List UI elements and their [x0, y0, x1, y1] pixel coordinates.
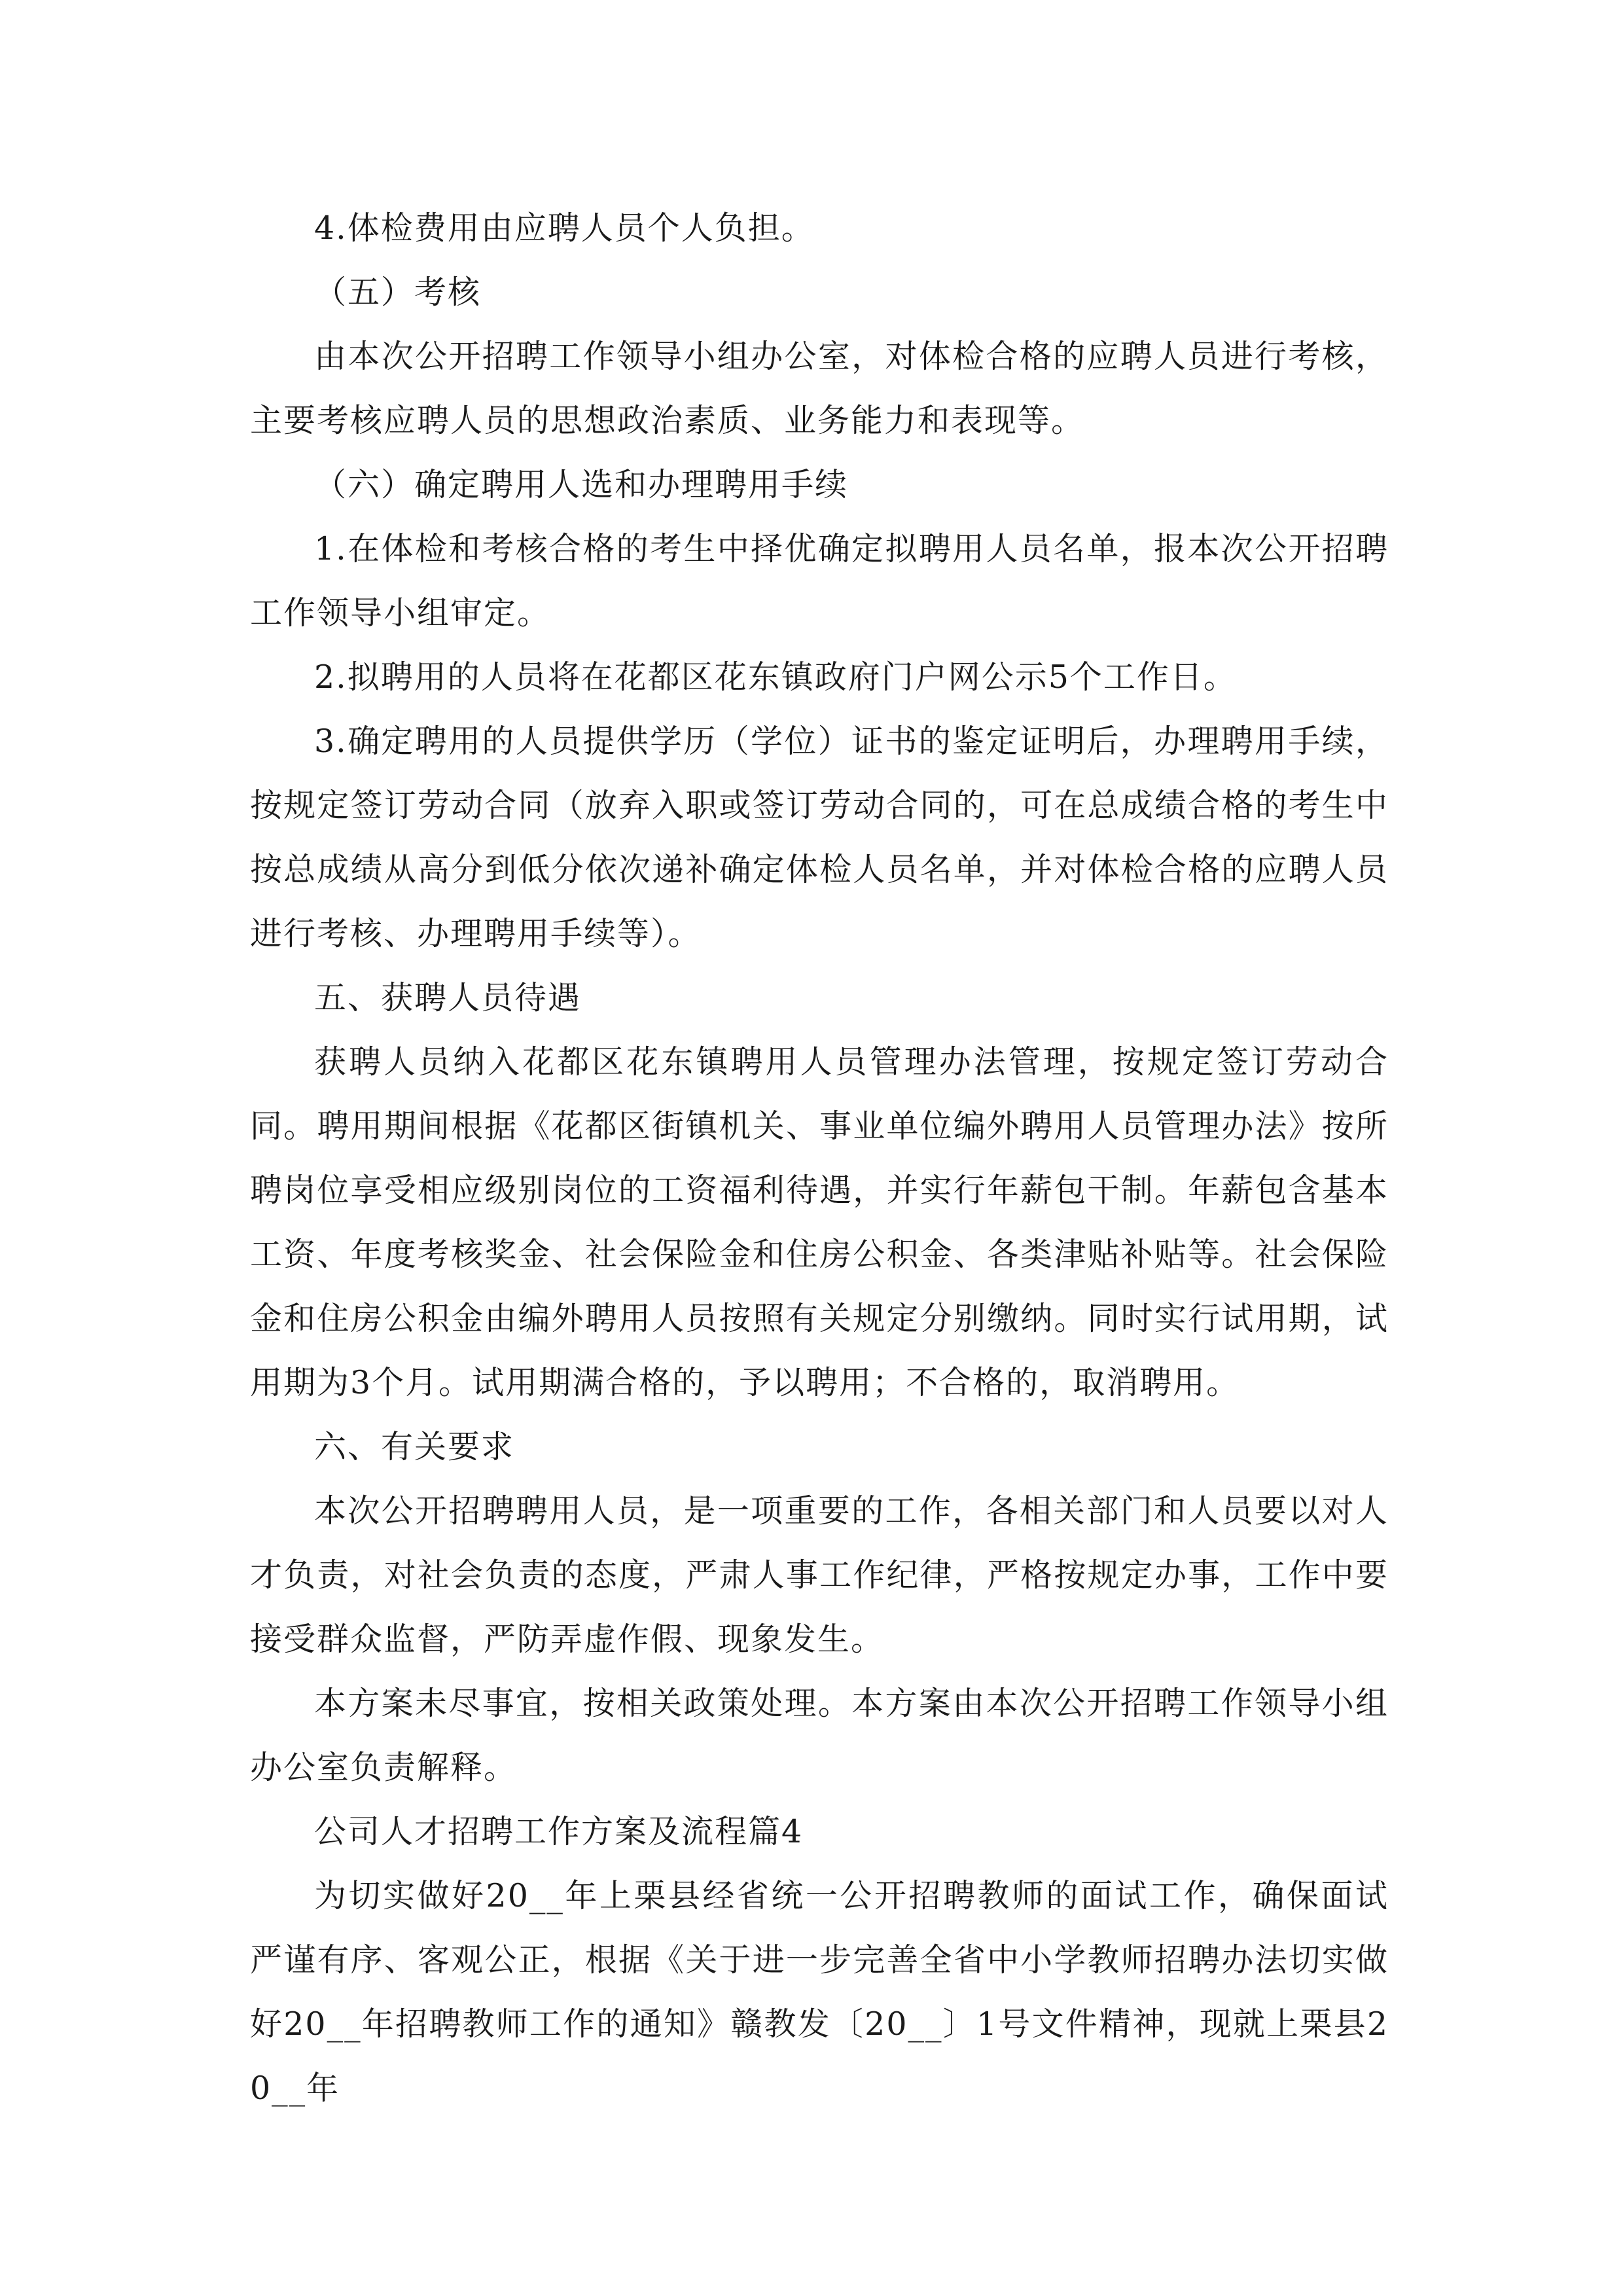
paragraph-item-3-contract: 3.确定聘用的人员提供学历（学位）证书的鉴定证明后，办理聘用手续，按规定签订劳动合同（放弃入职或签订劳动合同的，可在总成绩合格的考生中按总成绩从高分到低分依次递补确定体检人员名单，并对体检合格的应聘人员进行考核、办理聘用手续等）。 [250, 723, 1389, 952]
paragraph-interpretation: 本方案未尽事宜，按相关政策处理。本方案由本次公开招聘工作领导小组办公室负责解释。 [250, 1685, 1389, 1786]
paragraph-item-1-candidate-list: 1.在体检和考核合格的考生中择优确定拟聘用人员名单，报本次公开招聘工作领导小组审定。 [250, 530, 1389, 632]
paragraph-interview-intro: 为切实做好20__年上栗县经省统一公开招聘教师的面试工作，确保面试严谨有序、客观公正，根据《关于进一步完善全省中小学教师招聘办法切实做好20__年招聘教师工作的通知》赣教发〔20__〕1号文件精神，现就上栗县20__年 [250, 1877, 1389, 2107]
section-title-part-4: 公司人才招聘工作方案及流程篇4 [314, 1813, 804, 1850]
paragraph-item-2-public-notice: 2.拟聘用的人员将在花都区花东镇政府门户网公示5个工作日。 [314, 658, 1237, 696]
paragraph-item-4-medical-fee: 4.体检费用由应聘人员个人负担。 [314, 209, 815, 247]
paragraph-requirements: 本次公开招聘聘用人员，是一项重要的工作，各相关部门和人员要以对人才负责，对社会负责的态度，严肃人事工作纪律，严格按规定办事，工作中要接受群众监督，严防弄虚作假、现象发生。 [250, 1492, 1389, 1658]
paragraph-compensation: 获聘人员纳入花都区花东镇聘用人员管理办法管理，按规定签订劳动合同。聘用期间根据《花都区街镇机关、事业单位编外聘用人员管理办法》按所聘岗位享受相应级别岗位的工资福利待遇，并实行年薪包干制。年薪包含基本工资、年度考核奖金、社会保险金和住房公积金、各类津贴补贴等。社会保险金和住房公积金由编外聘用人员按照有关规定分别缴纳。同时实行试用期，试用期为3个月。试用期满合格的，予以聘用；不合格的，取消聘用。 [250, 1043, 1389, 1401]
section-heading-compensation: 五、获聘人员待遇 [314, 979, 582, 1016]
paragraph-assessment: 由本次公开招聘工作领导小组办公室，对体检合格的应聘人员进行考核，主要考核应聘人员的思想政治素质、业务能力和表现等。 [250, 338, 1389, 439]
section-heading-assessment: （五）考核 [314, 274, 482, 311]
document-body [250, 196, 1389, 2121]
section-heading-requirements: 六、有关要求 [314, 1428, 515, 1465]
section-heading-hiring-procedure: （六）确定聘用人选和办理聘用手续 [314, 466, 849, 503]
